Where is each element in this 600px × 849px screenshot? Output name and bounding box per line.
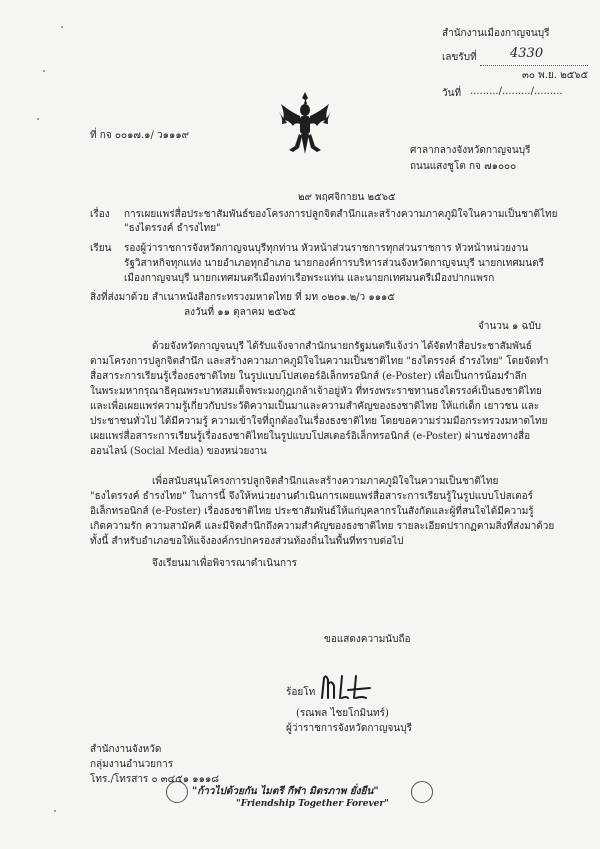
office-footer-line-1: สำนักงานจังหวัด <box>90 744 162 755</box>
body-line: เผยแพร่สื่อสาระการเรียนรู้เรื่องธงชาติไทยในรูปแบบโปสเตอร์อิเล็กทรอนิกส์ (e-Poster) ผ่านช่องทางสื่อ <box>90 431 531 442</box>
to-line-1: รองผู้ว่าราชการจังหวัดกาญจนบุรีทุกท่าน หัวหน้าส่วนราชการทุกส่วนราชการ หัวหน้าหน่วยงาน <box>124 243 529 254</box>
stamp-date: ๓๐ พ.ย. ๒๕๖๕ <box>522 70 589 81</box>
slogan-thai: "ก้าวไปด้วยกัน ไมตรี กีฬา มิตรภาพ ยั่งยืน" <box>192 786 379 797</box>
body-line: ด้วยจังหวัดกาญจนบุรี ได้รับแจ้งจากสำนักนายกรัฐมนตรีแจ้งว่า ได้จัดทำสื่อประชาสัมพันธ์ <box>152 341 532 352</box>
office-footer-line-2: กลุ่มงานอำนวยการ <box>90 759 174 770</box>
body-line: เกิดความรัก ความสามัคคี และมีจิตสำนึกถึงความสำคัญของธงชาติไทย รายละเอียดปรากฏตามสิ่งที่ส่งมาด้วย <box>90 521 555 532</box>
letter-date: ๒๙ พฤศจิกายน ๒๕๖๕ <box>298 192 396 203</box>
stamp-receive-label: เลขรับที่ <box>442 52 477 63</box>
stamp-office: สำนักงานเมืองกาญจนบุรี <box>442 28 550 39</box>
body-line: อิเล็กทรอนิกส์ (e-Poster) เรื่องธงชาติไทย ประชาสัมพันธ์ให้แก่บุคลากรในสังกัดและผู้ที่สนใจได้มีความรู้ <box>90 506 534 517</box>
signature-mark <box>318 672 378 702</box>
body-line: ประชาชนทั่วไป ได้มีความรู้ ความเข้าใจที่ถูกต้องในเรื่องธงชาติไทย โดยขอความร่วมมือกระทรวงมหาดไทย <box>90 416 548 427</box>
body-line: และเพื่อเผยแพร่ความรู้เกี่ยวกับประวัติความเป็นมาและความสำคัญของธงชาติไทย ให้แก่เด็ก เยาวชน และ <box>90 401 540 412</box>
body-line: สื่อสาระการเรียนรู้เรื่องธงชาติไทย ในรูปแบบโปสเตอร์อิเล็กทรอนิกส์ (e-Poster) เพื่อเป็นการน้อมรำลึก <box>90 371 527 382</box>
signer-name: (รณพล ไชยโกมินทร์) <box>296 708 389 719</box>
body-line: ทั้งนี้ สำหรับอำเภอขอให้แจ้งองค์กรปกครองส่วนท้องถิ่นในพื้นที่ทราบต่อไป <box>90 536 404 547</box>
body-line: ออนไลน์ (Social Media) ของหน่วยงาน <box>90 446 267 457</box>
to-label: เรียน <box>90 243 112 254</box>
stamp-time-value: ........./........./......... <box>470 86 563 97</box>
body-line: เพื่อสนับสนุนโครงการปลูกจิตสำนึกและสร้างความภาคภูมิใจในความเป็นชาติไทย <box>152 476 499 487</box>
garuda-emblem-icon <box>277 90 333 156</box>
body-line: ตามโครงการปลูกจิตสำนึก และสร้างความภาคภูมิใจในความเป็นชาติไทย "ธงไตรรงค์ ธำรงไทย" โดยจัดทำ <box>90 356 549 367</box>
to-line-2: รัฐวิสาหกิจทุกแห่ง นายอำเภอทุกอำเภอ นายกองค์การบริหารส่วนจังหวัดกาญจนบุรี นายกเทศมนตรี <box>124 258 544 269</box>
stamp-line <box>480 65 588 66</box>
games-logo-icon <box>411 781 433 803</box>
province-logo-icon <box>166 781 188 803</box>
body-line: ในพระมหากรุณาธิคุณพระบาทสมเด็จพระมงกุฎเกล้าเจ้าอยู่หัว ที่ทรงพระราชทานธงไตรรงค์เป็นธงชาติไทย <box>90 386 542 397</box>
attachment-line-1: สิ่งที่ส่งมาด้วย สำเนาหนังสือกระทรวงมหาดไทย ที่ มท ๐๒๐๑.๒/ว ๑๑๑๕ <box>90 292 395 303</box>
sender-office: ศาลากลางจังหวัดกาญจนบุรี <box>410 145 531 156</box>
attachment-line-2: ลงวันที่ ๑๑ ตุลาคม ๒๕๖๕ <box>184 307 296 318</box>
scan-speck <box>43 70 45 72</box>
attachment-count: จำนวน ๑ ฉบับ <box>478 321 541 332</box>
scan-speck <box>37 118 39 120</box>
to-line-3: เมืองกาญจนบุรี นายกเทศมนตรีเมืองท่าเรือพระแท่น และนายกเทศมนตรีเมืองปากแพรก <box>124 273 495 284</box>
signer-position: ผู้ว่าราชการจังหวัดกาญจนบุรี <box>286 723 412 734</box>
stamp-receive-no: 4330 <box>510 46 544 61</box>
subject-label: เรื่อง <box>90 209 110 220</box>
office-footer-line-3: โทร./โทรสาร ๐ ๓๔๕๑ ๑๑๑๘ <box>90 774 220 785</box>
signer-rank: ร้อยโท <box>286 687 316 698</box>
scan-speck <box>61 26 63 28</box>
receiving-stamp <box>438 6 598 98</box>
subject-line-1: การเผยแพร่สื่อประชาสัมพันธ์ของโครงการปลูกจิตสำนึกและสร้างความภาคภูมิใจในความเป็นชาติไทย <box>124 209 558 220</box>
stamp-time-label: วันที่ <box>442 88 462 99</box>
sender-address: ถนนแสงชูโต กจ ๗๑๐๐๐ <box>410 161 517 172</box>
document-number: ที่ กจ ๐๐๑๗.๑/ ว๑๑๑๙ <box>90 130 189 141</box>
slogan-english: "Friendship Together Forever" <box>236 799 389 809</box>
subject-line-2: "ธงไตรรงค์ ธำรงไทย" <box>124 223 221 234</box>
body-line: "ธงไตรรงค์ ธำรงไทย" ในการนี้ จึงให้หน่วยงานดำเนินการเผยแพร่สื่อสาระการเรียนรู้ในรูปแบบโปสเตอร์ <box>90 491 534 502</box>
scan-speck <box>54 810 56 812</box>
closing-request: จึงเรียนมาเพื่อพิจารณาดำเนินการ <box>152 558 298 569</box>
regards: ขอแสดงความนับถือ <box>324 634 411 645</box>
